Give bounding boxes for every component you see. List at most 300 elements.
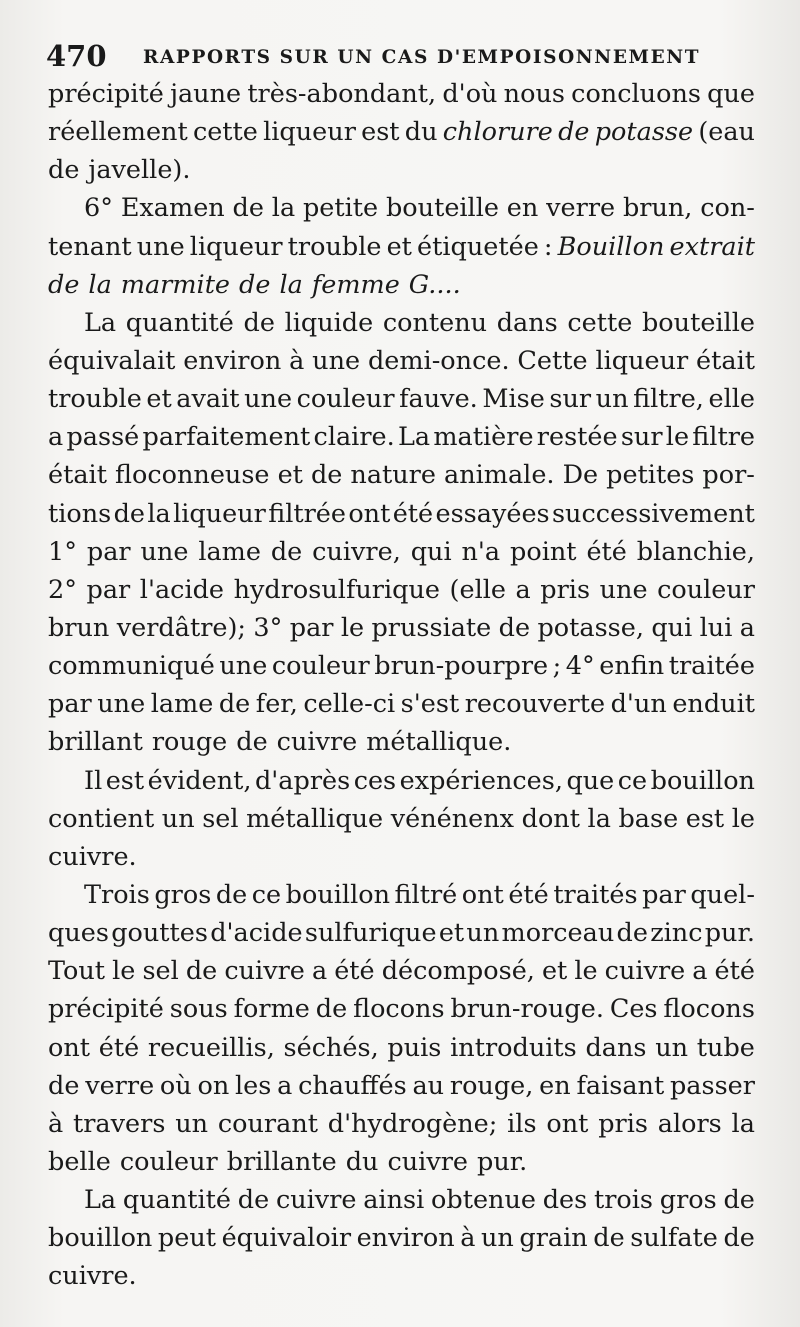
- word: por-: [702, 460, 755, 491]
- word: de: [218, 689, 251, 720]
- word: introduits: [450, 1032, 577, 1063]
- word: de: [48, 269, 80, 300]
- word: d'où: [442, 79, 498, 109]
- word: blanchie,: [636, 536, 755, 567]
- word: ont: [461, 879, 504, 910]
- word: con-: [700, 193, 755, 224]
- text-line: [48, 1219, 755, 1257]
- word: était: [48, 460, 107, 491]
- word: fer,: [255, 689, 298, 720]
- word: Examen: [120, 193, 225, 224]
- word: gros: [154, 879, 212, 910]
- word: en: [539, 1070, 571, 1101]
- word: cuivre,: [312, 536, 401, 567]
- word: petites: [606, 460, 695, 491]
- word: ce: [251, 879, 282, 910]
- text-line: [48, 228, 755, 266]
- word: pur.: [704, 918, 755, 949]
- word: pris: [598, 1108, 648, 1139]
- word: pris: [540, 574, 591, 605]
- text-line: [48, 876, 755, 914]
- word: est: [685, 803, 725, 834]
- word: étiquetée: [417, 231, 539, 262]
- word: petite: [302, 193, 379, 224]
- text-line: [48, 1181, 755, 1219]
- word: rouge,: [449, 1070, 534, 1101]
- word: zinc: [650, 918, 703, 949]
- word: ques: [48, 918, 109, 949]
- word: chauffés: [298, 1070, 407, 1101]
- word: lui: [699, 612, 733, 643]
- word: brun-pourpre: [374, 651, 549, 682]
- word: équivaloir: [221, 1223, 352, 1254]
- word: par: [86, 574, 131, 605]
- word: traités: [553, 879, 638, 910]
- word: une: [599, 574, 648, 605]
- word: s'est: [400, 689, 460, 720]
- word: animale.: [444, 460, 555, 491]
- word: et: [386, 231, 412, 262]
- word: est: [105, 765, 145, 796]
- word: où: [159, 1070, 192, 1101]
- word: restée: [536, 422, 618, 453]
- word: quel-: [690, 879, 755, 910]
- word: tube: [696, 1032, 755, 1063]
- word: alors: [657, 1108, 722, 1139]
- word: à: [460, 1223, 476, 1254]
- word: la: [271, 193, 296, 224]
- word: de: [185, 956, 218, 987]
- word: filtrée: [268, 498, 346, 529]
- word: dont: [521, 803, 580, 834]
- word: travers: [73, 1108, 166, 1139]
- word: dans: [496, 307, 558, 338]
- word: de: [48, 1070, 80, 1101]
- text-line: [48, 533, 755, 571]
- word: sel: [202, 803, 239, 834]
- word: trouble: [48, 384, 142, 415]
- word: a: [739, 612, 755, 643]
- word: (elle: [449, 574, 506, 605]
- word: que: [566, 765, 615, 796]
- word: par: [48, 689, 92, 720]
- word: matière: [433, 422, 534, 453]
- word: très-abondant,: [247, 79, 437, 109]
- word: a: [515, 574, 531, 605]
- word: été: [334, 956, 375, 987]
- word: Tout: [48, 956, 106, 987]
- word: hydrosulfurique: [233, 574, 440, 605]
- word: sur: [620, 422, 663, 453]
- word: liqueur: [189, 231, 283, 262]
- word: le: [731, 803, 755, 834]
- word: lame: [198, 536, 261, 567]
- word: ces: [353, 765, 397, 796]
- word: (eau: [698, 117, 755, 148]
- word: une: [136, 231, 185, 262]
- word: la: [88, 269, 112, 300]
- word: claire.: [313, 422, 395, 453]
- word: brillant: [48, 727, 143, 758]
- word: recueillis,: [147, 1032, 275, 1063]
- word: traitée: [668, 651, 755, 682]
- word: communiqué: [48, 651, 215, 682]
- word: est: [361, 117, 400, 148]
- word: environ: [356, 1223, 455, 1254]
- text-line: [48, 113, 755, 151]
- word: verre: [85, 1070, 155, 1101]
- word: un: [595, 384, 629, 415]
- word: belle: [48, 1146, 111, 1177]
- word: liqueur: [263, 117, 356, 148]
- word: une: [219, 651, 268, 682]
- word: précipité: [48, 79, 164, 109]
- word: marmite: [120, 269, 231, 300]
- word: flocons: [353, 994, 445, 1025]
- text-line: [48, 952, 755, 990]
- word: sulfate: [630, 1223, 718, 1254]
- word: décomposé,: [381, 956, 535, 987]
- word: une: [140, 536, 189, 567]
- word: bouillon: [285, 879, 391, 910]
- text-line: [48, 685, 755, 723]
- word: recouverte: [464, 689, 606, 720]
- word: a: [277, 1070, 293, 1101]
- word: La: [84, 307, 117, 338]
- word: La: [84, 1185, 117, 1216]
- word: vénénenx: [390, 803, 515, 834]
- word: ;: [552, 651, 562, 682]
- word: javelle).: [88, 155, 191, 186]
- word: Mise: [482, 384, 545, 415]
- word: été: [98, 1032, 140, 1063]
- word: de: [239, 269, 271, 300]
- word: le: [340, 612, 365, 643]
- word: de: [243, 307, 275, 338]
- word: potasse,: [537, 612, 644, 643]
- word: cuivre.: [48, 841, 137, 872]
- word: dans: [585, 1032, 647, 1063]
- word: cette: [192, 117, 258, 148]
- word: a: [692, 956, 708, 987]
- word: rouge: [151, 727, 228, 758]
- word: et: [541, 956, 568, 987]
- word: de: [236, 727, 268, 758]
- word: réellement: [48, 117, 188, 148]
- word: de: [315, 994, 348, 1025]
- text-line: [48, 380, 755, 418]
- word: cuivre: [276, 727, 358, 758]
- word: de: [48, 155, 80, 186]
- word: n'a: [461, 536, 501, 567]
- text-line: [48, 914, 755, 952]
- word: et: [438, 918, 465, 949]
- word: le: [665, 422, 690, 453]
- page-number: 470: [46, 39, 107, 73]
- page-header: [46, 36, 758, 76]
- word: gros: [659, 1185, 717, 1216]
- text-line: [48, 1105, 755, 1143]
- word: extrait: [669, 231, 755, 262]
- word: d'acide: [210, 918, 303, 949]
- word: des: [542, 1185, 588, 1216]
- word: faisant: [576, 1070, 665, 1101]
- word: 6°: [84, 193, 113, 224]
- word: la: [279, 269, 303, 300]
- text-line: [48, 75, 755, 113]
- word: métallique: [246, 803, 384, 834]
- word: 3°: [253, 612, 283, 643]
- word: forme: [233, 994, 310, 1025]
- word: de: [237, 1185, 270, 1216]
- text-line: [48, 1067, 755, 1105]
- word: un: [175, 1108, 209, 1139]
- text-line: [48, 189, 755, 227]
- word: couleur: [271, 651, 370, 682]
- word: demi-once.: [367, 345, 510, 376]
- word: de: [113, 498, 146, 529]
- word: d'après: [254, 765, 351, 796]
- word: de: [310, 460, 343, 491]
- word: à: [289, 345, 305, 376]
- word: de: [215, 879, 248, 910]
- word: tions: [48, 498, 112, 529]
- word: Cette: [517, 345, 588, 376]
- word: cuivre: [604, 956, 686, 987]
- word: filtre,: [633, 384, 704, 415]
- word: ce: [617, 765, 648, 796]
- word: une: [312, 345, 361, 376]
- word: trouble: [287, 231, 382, 262]
- word: courant: [217, 1108, 318, 1139]
- text-line: [48, 800, 755, 838]
- word: passer: [669, 1070, 755, 1101]
- word: ils: [507, 1108, 537, 1139]
- word: de: [270, 536, 303, 567]
- text-line: [48, 1143, 755, 1181]
- word: liqueur: [173, 498, 266, 529]
- word: au: [412, 1070, 445, 1101]
- word: bouteille: [641, 307, 755, 338]
- word: sulfurique: [304, 918, 437, 949]
- word: en: [506, 193, 539, 224]
- text-line: [48, 456, 755, 494]
- word: Trois: [84, 879, 150, 910]
- word: cuivre: [387, 1146, 468, 1177]
- word: La: [397, 422, 431, 453]
- word: sur: [549, 384, 592, 415]
- word: du: [345, 1146, 379, 1177]
- word: peut: [157, 1223, 216, 1254]
- text-line: [48, 571, 755, 609]
- word: couleur: [296, 384, 395, 415]
- word: trois: [593, 1185, 654, 1216]
- word: chlorure: [442, 117, 553, 148]
- word: une: [97, 689, 146, 720]
- word: métallique.: [366, 727, 512, 758]
- word: un: [480, 1223, 514, 1254]
- word: verre: [546, 193, 616, 224]
- word: de: [558, 117, 590, 148]
- word: morceau: [501, 918, 615, 949]
- word: équivalait: [48, 345, 176, 376]
- word: puis: [387, 1032, 442, 1063]
- word: femme: [311, 269, 400, 300]
- word: pur.: [477, 1146, 528, 1177]
- word: floconneuse: [114, 460, 270, 491]
- word: brun: [48, 612, 110, 643]
- word: la: [147, 498, 171, 529]
- word: cette: [567, 307, 633, 338]
- word: avait: [176, 384, 240, 415]
- word: bouteille: [385, 193, 499, 224]
- word: base: [618, 803, 679, 834]
- text-line: [48, 609, 755, 647]
- word: par: [86, 536, 131, 567]
- word: enfin: [599, 651, 665, 682]
- word: de: [616, 918, 648, 949]
- word: et: [277, 460, 303, 491]
- word: les: [235, 1070, 272, 1101]
- word: couleur: [119, 1146, 218, 1177]
- word: filtré: [394, 879, 458, 910]
- word: quantité: [122, 1185, 232, 1216]
- word: couleur: [657, 574, 755, 605]
- word: filtre: [692, 422, 755, 453]
- word: brun-rouge.: [450, 994, 604, 1025]
- word: ont: [546, 1108, 589, 1139]
- word: 4°: [565, 651, 595, 682]
- word: essayées: [435, 498, 550, 529]
- word: de: [723, 1223, 755, 1254]
- word: enduit: [672, 689, 755, 720]
- word: brun,: [622, 193, 693, 224]
- word: ont: [48, 1032, 91, 1063]
- text-line: [48, 990, 755, 1028]
- word: quantité: [125, 307, 234, 338]
- text-line: [48, 1029, 755, 1067]
- word: successivement: [551, 498, 755, 529]
- running-head: RAPPORTS SUR UN CAS D'EMPOISONNEMENT: [143, 47, 701, 68]
- word: été: [392, 498, 434, 529]
- word: de: [232, 193, 264, 224]
- word: la: [731, 1108, 755, 1139]
- word: sous: [169, 994, 228, 1025]
- word: gouttes: [111, 918, 208, 949]
- text-line: [48, 647, 755, 685]
- word: le: [112, 956, 136, 987]
- word: précipité: [48, 994, 164, 1025]
- word: on: [197, 1070, 230, 1101]
- word: flocons: [663, 994, 755, 1025]
- word: celle-ci: [303, 689, 396, 720]
- word: du: [404, 117, 438, 148]
- word: tenant: [48, 231, 132, 262]
- word: passé: [66, 422, 140, 453]
- word: et: [146, 384, 172, 415]
- word: prussiate: [371, 612, 492, 643]
- word: liqueur: [595, 345, 689, 376]
- word: grain: [519, 1223, 588, 1254]
- word: cuivre.: [48, 1261, 137, 1292]
- word: G....: [408, 269, 461, 300]
- word: Ces: [609, 994, 658, 1025]
- word: qui: [410, 536, 452, 567]
- word: Il: [84, 765, 103, 796]
- word: un: [161, 803, 195, 834]
- word: séchés,: [283, 1032, 379, 1063]
- word: été: [586, 536, 627, 567]
- word: un: [466, 918, 500, 949]
- word: évident,: [147, 765, 252, 796]
- text-line: [48, 418, 755, 456]
- word: fauve.: [399, 384, 478, 415]
- text-line: [48, 1257, 755, 1295]
- word: par: [289, 612, 334, 643]
- text-line: [48, 723, 755, 761]
- word: l'acide: [139, 574, 225, 605]
- text-line: [48, 495, 755, 533]
- text-line: [48, 762, 755, 800]
- text-line: [48, 838, 755, 876]
- word: nature: [350, 460, 436, 491]
- word: sel: [142, 956, 179, 987]
- word: verdâtre);: [116, 612, 247, 643]
- word: était: [696, 345, 755, 376]
- word: point: [510, 536, 577, 567]
- word: concluons: [571, 79, 701, 109]
- word: lame: [150, 689, 214, 720]
- word: 1°: [48, 536, 77, 567]
- text-line: [48, 266, 755, 304]
- word: ainsi: [363, 1185, 425, 1216]
- word: contient: [48, 803, 155, 834]
- word: une: [244, 384, 293, 415]
- word: 2°: [48, 574, 77, 605]
- text-line: [48, 304, 755, 342]
- word: de: [498, 612, 531, 643]
- text-line: [48, 342, 755, 380]
- word: par: [642, 879, 686, 910]
- word: bouillon: [48, 1223, 153, 1254]
- word: jaune: [170, 79, 242, 109]
- word: à: [48, 1108, 64, 1139]
- word: qui: [651, 612, 693, 643]
- word: de: [723, 1185, 755, 1216]
- word: été: [714, 956, 755, 987]
- word: cuivre: [275, 1185, 357, 1216]
- word: expériences,: [399, 765, 563, 796]
- word: un: [655, 1032, 689, 1063]
- text-line: [48, 151, 755, 189]
- word: a: [48, 422, 64, 453]
- word: environ: [183, 345, 282, 376]
- word: liquide: [284, 307, 374, 338]
- word: nous: [503, 79, 565, 109]
- word: le: [574, 956, 598, 987]
- word: potasse: [594, 117, 694, 148]
- word: d'hydrogène;: [327, 1108, 498, 1139]
- word: que: [707, 79, 755, 109]
- word: Bouillon: [557, 231, 665, 262]
- word: brillante: [226, 1146, 337, 1177]
- word: elle: [708, 384, 755, 415]
- word: De: [562, 460, 599, 491]
- word: été: [508, 879, 549, 910]
- word: bouillon: [650, 765, 755, 796]
- word: la: [587, 803, 611, 834]
- word: a: [311, 956, 328, 987]
